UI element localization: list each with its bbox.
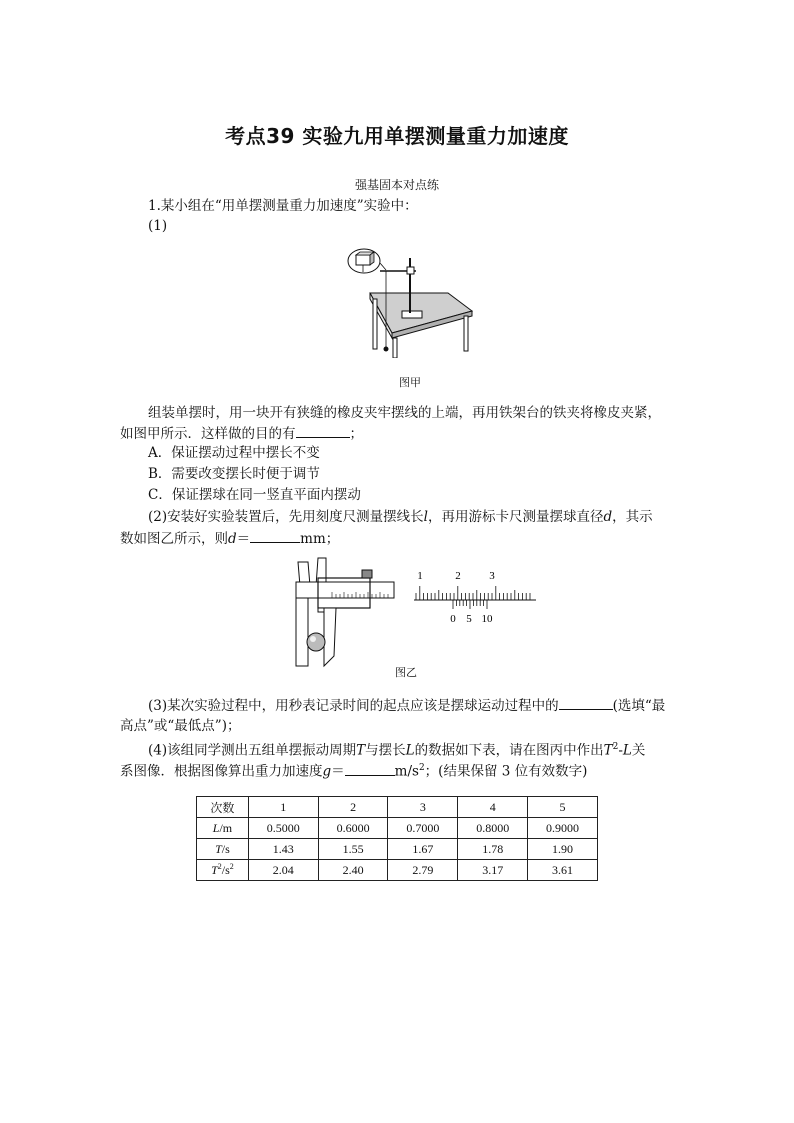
table-header-cell: 次数 [197,797,249,818]
part4-text-line1: (4)该组同学测出五组单摆振动周期T与摆长L的数据如下表，请在图丙中作出$T^2-L$关 [148,742,646,759]
answer-blank-2[interactable] [250,528,300,543]
table-cell: 2.40 [318,860,388,881]
table-leg [393,338,397,358]
main-scale-label: 3 [489,570,495,582]
table-row-length [197,818,598,839]
pendulum-bob [384,347,389,352]
caliper-fixed-jaw [296,598,308,666]
table-cell: 2.79 [388,860,458,881]
figure-pendulum-stand [340,243,480,358]
caliper-lock-screw [362,570,372,578]
stand-base [402,311,422,318]
figure-vernier-caliper [288,556,396,670]
table-cell: 1.67 [388,839,458,860]
caliper-moving-jaw [324,608,336,666]
part3-text-line1: (3)某次实验过程中，用秒表记录时间的起点应该是摆球运动过程中的 (选填“最 [148,695,665,716]
table-row-period-squared [197,860,598,881]
table-cell: 1.55 [318,839,388,860]
vernier-scale-ticks [453,600,487,609]
row-label: L/m [197,818,249,839]
part2-text-line1: (2)安装好实验装置后，先用刻度尺测量摆线长l，再用游标卡尺测量摆球直径d，其示 [148,509,653,525]
table-cell: 1.43 [248,839,318,860]
table-cell: 1.90 [528,839,598,860]
table-cell: 0.8000 [458,818,528,839]
table-header-cell: 2 [318,797,388,818]
answer-blank-1[interactable] [296,423,350,438]
table-cell: 0.6000 [318,818,388,839]
pendulum-ball [307,633,325,651]
table-cell: 3.61 [528,860,598,881]
table-header-cell: 4 [458,797,528,818]
option-a: A．保证摆动过程中摆长不变 [148,445,320,461]
option-c: C．保证摆球在同一竖直平面内摆动 [148,487,361,503]
row-label: $T^2/s^2$ [197,860,249,881]
page-title: 考点39 实验九用单摆测量重力加速度 [225,124,569,148]
part1-label: (1) [148,218,168,234]
vernier-scale-reading [410,566,540,628]
table-cell: 0.9000 [528,818,598,839]
table-row-period [197,839,598,860]
part1-text-line2: 如图甲所示．这样做的目的有 ； [120,423,363,444]
table-cell: 3.17 [458,860,528,881]
table-cell: 1.78 [458,839,528,860]
part2-text-line2: 数如图乙所示，则d＝ mm； [120,528,339,549]
vernier-label: 5 [466,613,472,625]
part4-text-line2: 系图像．根据图像算出重力加速度$g= m/s^2$；(结果保留 3 位有效数字) [120,758,587,782]
answer-blank-4[interactable] [345,761,395,776]
table-header-row [197,797,598,818]
answer-blank-3[interactable] [559,695,613,710]
option-b: B．需要改变摆长时便于调节 [148,466,320,482]
main-scale-label: 1 [417,570,423,582]
figure1-caption: 图甲 [399,376,421,389]
table-leg [464,316,468,351]
vernier-label: 10 [481,613,493,625]
question-intro: 1.某小组在“用单摆测量重力加速度”实验中： [148,198,418,214]
vernier-label: 0 [450,613,456,625]
section-subtitle: 强基固本对点练 [354,178,439,192]
main-scale-ticks [416,586,530,600]
table-cell: 2.04 [248,860,318,881]
data-table [196,796,598,881]
table-cell: 0.7000 [388,818,458,839]
part3-text-line2: 高点”或“最低点”)； [120,718,241,734]
table-cell: 0.5000 [248,818,318,839]
caliper-main-scale [296,582,394,598]
part1-text-line1: 组装单摆时，用一块开有狭缝的橡皮夹牢摆线的上端，再用铁架台的铁夹将橡皮夹紧， [148,405,661,421]
table-header-cell: 1 [248,797,318,818]
main-scale-label: 2 [455,570,461,582]
row-label: T/s [197,839,249,860]
table-header-cell: 3 [388,797,458,818]
table-header-cell: 5 [528,797,598,818]
table-leg [373,299,377,349]
figure2-caption: 图乙 [395,666,417,679]
